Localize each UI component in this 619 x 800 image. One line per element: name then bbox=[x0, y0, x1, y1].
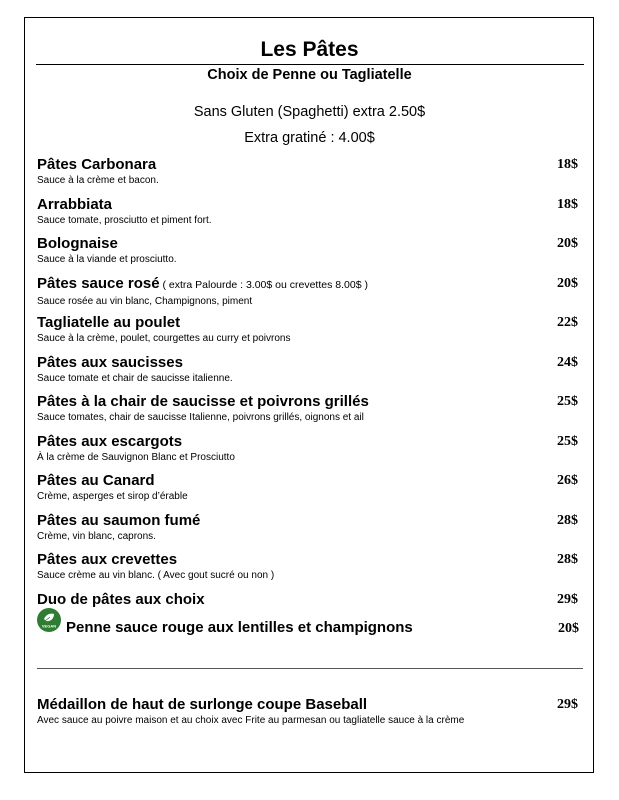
menu-item bbox=[37, 155, 582, 188]
menu-item-price: 28$ bbox=[557, 552, 578, 567]
menu-item-title: Pâtes aux escargots bbox=[37, 432, 183, 450]
special-item bbox=[37, 695, 582, 728]
menu-item-desc: Sauce à la viande et prosciutto. bbox=[37, 254, 177, 265]
menu-item-name bbox=[37, 353, 582, 372]
special-item-name: Médaillon de haut de surlonge coupe Baseball bbox=[37, 696, 368, 713]
menu-item-title: Pâtes à la chair de saucisse et poivrons grillés bbox=[37, 393, 369, 410]
menu-item-name bbox=[37, 511, 582, 530]
menu-item-desc: Crème, asperges et sirop d’érable bbox=[37, 491, 188, 502]
special-item-price: 29$ bbox=[557, 697, 578, 712]
menu-item-name bbox=[37, 274, 582, 295]
menu-item-price: 25$ bbox=[557, 394, 578, 409]
vegan-icon bbox=[37, 608, 61, 632]
menu-item-desc: Sauce tomates, chair de saucisse Italienne, poivrons grillés, oignons et ail bbox=[37, 412, 364, 423]
menu-item bbox=[37, 471, 582, 504]
menu-item-name bbox=[37, 155, 582, 174]
menu-item-title: Pâtes aux saucisses bbox=[37, 353, 183, 371]
menu-item-desc: Sauce rosée au vin blanc, Champignons, piment bbox=[37, 295, 253, 307]
menu-item-desc: Sauce tomate, prosciutto et piment fort. bbox=[37, 214, 212, 226]
menu-item bbox=[37, 353, 582, 386]
menu-item-title: Pâtes aux crevettes bbox=[37, 551, 178, 568]
menu-item-desc: Sauce à la crème, poulet, courgettes au curry et poivrons bbox=[37, 333, 291, 344]
menu-item-desc: Sauce tomate et chair de saucisse italienne. bbox=[37, 372, 233, 384]
menu-item-price: 18$ bbox=[557, 157, 578, 172]
menu-item-title: Arrabbiata bbox=[37, 195, 113, 213]
menu-item-price: 28$ bbox=[557, 512, 578, 528]
menu-item-desc: Sauce crème au vin blanc. ( Avec gout sucré ou non ) bbox=[37, 570, 275, 581]
menu-item-price: 20$ bbox=[557, 236, 578, 251]
menu-item-name bbox=[37, 195, 582, 214]
menu-item-title: Pâtes sauce rosé bbox=[37, 274, 160, 292]
menu-item-extras: ( extra Palourde : 3.00$ ou crevettes 8.00$ ) bbox=[159, 278, 368, 291]
menu-item-title: Pâtes au Canard bbox=[37, 472, 155, 489]
title-underline bbox=[36, 64, 584, 65]
menu-item-name bbox=[37, 432, 582, 451]
menu-item-desc: Sauce à la crème et bacon. bbox=[37, 175, 159, 186]
menu-item bbox=[37, 432, 582, 465]
menu-item-price: 22$ bbox=[557, 315, 578, 330]
vegan-item-name: Penne sauce rouge aux lentilles et champignons bbox=[66, 619, 413, 636]
menu-item-title: Tagliatelle au poulet bbox=[37, 314, 181, 331]
menu-item bbox=[37, 274, 582, 309]
menu-item-name bbox=[37, 550, 582, 569]
menu-item-price: 20$ bbox=[557, 275, 578, 291]
menu-item-name bbox=[37, 234, 582, 253]
menu-item-price: 18$ bbox=[557, 196, 578, 212]
menu-item-title: Pâtes Carbonara bbox=[37, 156, 157, 173]
menu-item-desc: À la crème de Sauvignon Blanc et Prosciutto bbox=[37, 451, 235, 463]
special-item-desc: Avec sauce au poivre maison et au choix avec Frite au parmesan ou tagliatelle sauce à la crème bbox=[37, 715, 465, 726]
vegan-badge-text: VEGAN bbox=[41, 623, 57, 629]
menu-item-price: 24$ bbox=[557, 354, 578, 370]
menu-item-title: Duo de pâtes aux choix bbox=[37, 590, 205, 608]
menu-item bbox=[37, 234, 582, 267]
page-title: Les Pâtes bbox=[260, 38, 359, 61]
vegan-item-price: 20$ bbox=[558, 621, 579, 636]
gratine-note: Extra gratiné : 4.00$ bbox=[244, 130, 375, 146]
menu-item-title: Bolognaise bbox=[37, 235, 118, 252]
menu-item-price: 25$ bbox=[557, 433, 578, 449]
menu-item bbox=[37, 550, 582, 583]
menu-item bbox=[37, 313, 582, 346]
menu-item-name bbox=[37, 313, 582, 332]
menu-item bbox=[37, 392, 582, 425]
menu-item bbox=[37, 195, 582, 228]
menu-item-title: Pâtes au saumon fumé bbox=[37, 511, 201, 529]
menu-item-name bbox=[37, 471, 582, 490]
menu-item bbox=[37, 590, 582, 609]
menu-item-price: 29$ bbox=[557, 591, 578, 607]
section-divider bbox=[37, 668, 583, 669]
menu-item-name bbox=[37, 590, 582, 609]
menu-item-desc: Crème, vin blanc, caprons. bbox=[37, 530, 156, 542]
menu-item-name bbox=[37, 392, 582, 411]
gluten-free-note: Sans Gluten (Spaghetti) extra 2.50$ bbox=[193, 104, 426, 120]
menu-item bbox=[37, 511, 582, 544]
menu-item-price: 26$ bbox=[557, 473, 578, 488]
page-subtitle: Choix de Penne ou Tagliatelle bbox=[207, 67, 412, 83]
